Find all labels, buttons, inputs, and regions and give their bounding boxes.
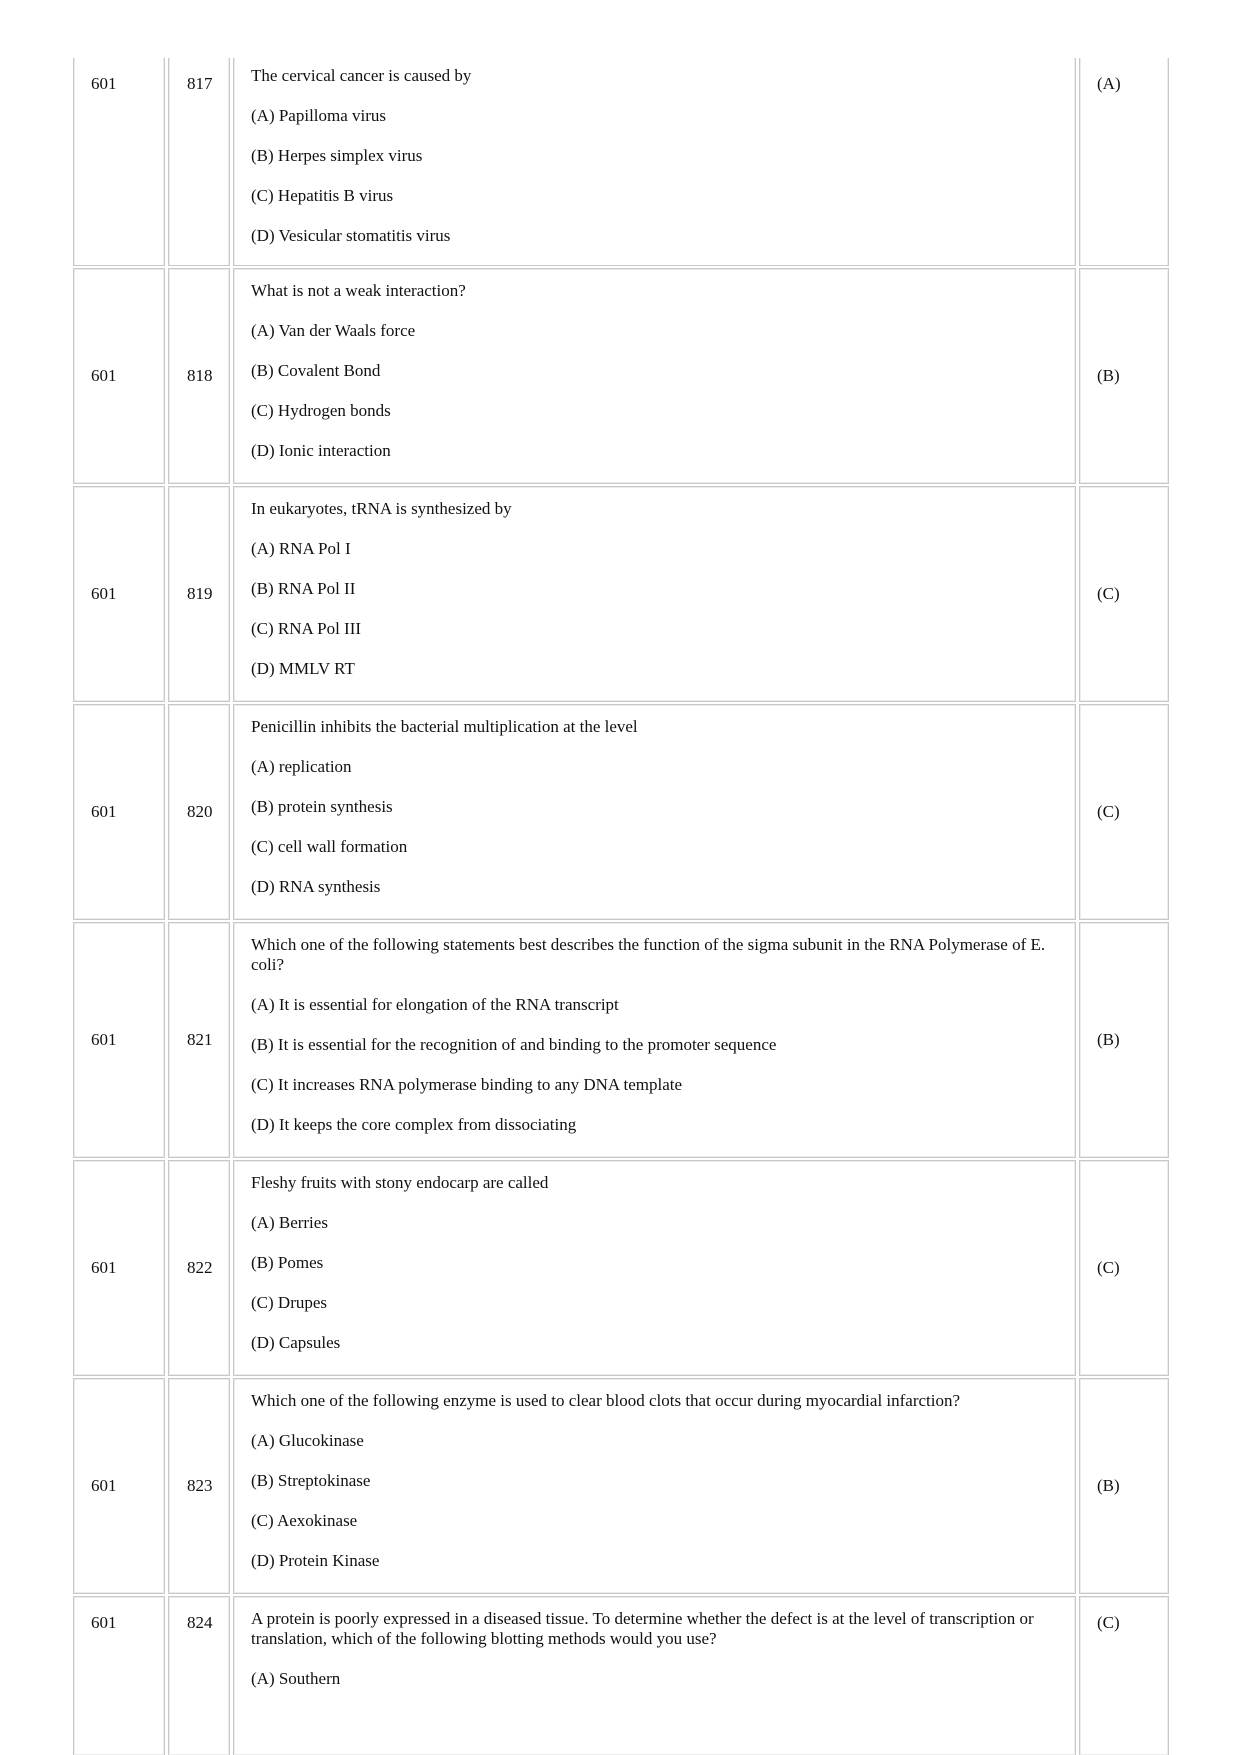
option-d: (D) Capsules [251, 1333, 341, 1352]
table-row [73, 268, 1169, 484]
option-b: (B) Covalent Bond [251, 361, 381, 380]
option-c: (C) Aexokinase [251, 1511, 358, 1530]
option-a: (A) Van der Waals force [251, 321, 416, 340]
question-number: 817 [187, 74, 213, 93]
question-number: 821 [187, 1030, 213, 1049]
subject-code: 601 [91, 802, 117, 821]
option-a: (A) Glucokinase [251, 1431, 364, 1450]
option-d: (D) Protein Kinase [251, 1551, 380, 1570]
option-c: (C) Hydrogen bonds [251, 401, 391, 420]
question-text: In eukaryotes, tRNA is synthesized by [251, 499, 512, 518]
correct-answer: (C) [1097, 802, 1120, 821]
table-row [73, 486, 1169, 702]
option-d: (D) Ionic interaction [251, 441, 391, 460]
option-c: (C) cell wall formation [251, 837, 408, 856]
option-c: (C) Hepatitis B virus [251, 186, 394, 205]
question-text: Which one of the following enzyme is used to clear blood clots that occur during myocardial infarction? [251, 1391, 961, 1410]
correct-answer: (C) [1097, 1613, 1120, 1632]
correct-answer: (C) [1097, 584, 1120, 603]
question-number: 820 [187, 802, 213, 821]
option-d: (D) RNA synthesis [251, 877, 381, 896]
question-text: The cervical cancer is caused by [251, 66, 472, 85]
question-number: 822 [187, 1258, 213, 1277]
correct-answer: (B) [1097, 1030, 1120, 1049]
subject-code: 601 [91, 74, 117, 93]
table-row [73, 704, 1169, 920]
option-c: (C) It increases RNA polymerase binding to any DNA template [251, 1075, 683, 1094]
subject-code: 601 [91, 1613, 117, 1632]
option-b: (B) RNA Pol II [251, 579, 356, 598]
table-row [73, 1596, 1169, 1755]
option-d: (D) Vesicular stomatitis virus [251, 226, 451, 245]
question-number: 824 [187, 1613, 213, 1632]
question-text: Which one of the following statements best describes the function of the sigma subunit in the RNA Polymerase of E. coli? [251, 935, 1046, 974]
option-a: (A) Berries [251, 1213, 328, 1232]
option-a: (A) Papilloma virus [251, 106, 387, 125]
option-b: (B) It is essential for the recognition of and binding to the promoter sequence [251, 1035, 777, 1054]
question-text: Penicillin inhibits the bacterial multiplication at the level [251, 717, 638, 736]
option-d: (D) It keeps the core complex from dissociating [251, 1115, 577, 1134]
subject-code: 601 [91, 366, 117, 385]
subject-code: 601 [91, 584, 117, 603]
option-a: (A) It is essential for elongation of the RNA transcript [251, 995, 619, 1014]
option-c: (C) Drupes [251, 1293, 328, 1312]
question-text: Fleshy fruits with stony endocarp are called [251, 1173, 549, 1192]
correct-answer: (B) [1097, 366, 1120, 385]
question-text: What is not a weak interaction? [251, 281, 466, 300]
option-a: (A) replication [251, 757, 352, 776]
table-row [73, 1160, 1169, 1376]
option-b: (B) Streptokinase [251, 1471, 371, 1490]
subject-code: 601 [91, 1258, 117, 1277]
correct-answer: (B) [1097, 1476, 1120, 1495]
question-number: 819 [187, 584, 213, 603]
option-a: (A) RNA Pol I [251, 539, 351, 558]
question-number: 818 [187, 366, 213, 385]
table-row [73, 1378, 1169, 1594]
option-a: (A) Southern [251, 1669, 341, 1688]
table-row [73, 922, 1169, 1158]
option-b: (B) Herpes simplex virus [251, 146, 423, 165]
correct-answer: (A) [1097, 74, 1121, 93]
subject-code: 601 [91, 1030, 117, 1049]
table-row [73, 58, 1169, 266]
option-b: (B) Pomes [251, 1253, 324, 1272]
question-number: 823 [187, 1476, 213, 1495]
option-c: (C) RNA Pol III [251, 619, 362, 638]
correct-answer: (C) [1097, 1258, 1120, 1277]
subject-code: 601 [91, 1476, 117, 1495]
question-text: A protein is poorly expressed in a diseased tissue. To determine whether the defect is at the level of transcription or translation, which of the following blotting methods would you use? [251, 1609, 1034, 1648]
option-d: (D) MMLV RT [251, 659, 355, 678]
option-b: (B) protein synthesis [251, 797, 393, 816]
